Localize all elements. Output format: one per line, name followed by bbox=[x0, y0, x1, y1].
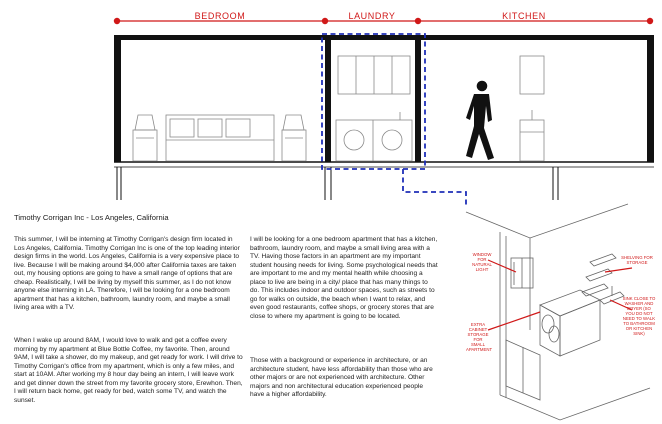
callout-sink: SINK CLOSE TO WASHER AND DRYER (SO YOU DO NOT NEED TO WALK TO BATHROOM OR KITCHEN SINK) bbox=[622, 296, 656, 336]
building-section bbox=[114, 35, 654, 200]
person-silhouette bbox=[466, 81, 494, 160]
laundry-leader bbox=[322, 34, 466, 205]
room-label-kitchen: KITCHEN bbox=[502, 11, 546, 21]
callout-cabinet: EXTRA CABINET STORAGE FOR SMALL APARTMENT bbox=[466, 322, 493, 352]
callout-shelving: SHELVING FOR STORAGE bbox=[621, 255, 653, 265]
paragraph-3: I will be looking for a one bedroom apartment that has a kitchen, bathroom, laundry room, and maybe a small living area with a TV. Having those factors in an apartment are my important student housing needs for living. Some psychological needs that are important to me and my mental health while choosing a place to live are being in a city/ place that has many things to do. This includes indoor and outdoor spaces, such as streets to go for walks on outside, the beach when I want to relax, and even good restaurants, coffee shops, or grocery stores that are close to where my apartment is going to be located. bbox=[250, 236, 438, 320]
paragraph-4: Those with a background or experience in architecture, or an architecture student, have less affordability than those who are other majors or are not experienced with architecture. Other majors and non architectural education experienced people have a higher affordability. bbox=[250, 357, 433, 399]
bedroom-furniture bbox=[133, 115, 306, 161]
room-label-bedroom: BEDROOM bbox=[194, 11, 246, 21]
paragraph-1: This summer, I will be interning at Timothy Corrigan's design firm located in Los Angeles, California. Timothy Corrigan Inc is one of the top leading interior design firms in the world. Los Angeles, California is a very expensive place to live. Because I will be making around $4,000 after California taxes are taken out, my housing options are going to have a small range of options that are cheap. Realistically, I will be living by myself this summer, as I do not know anyone else interning in LA. Therefore, I will be looking for a one bedroom apartment that has a kitchen, bathroom, laundry room, and maybe a small living area with a TV. bbox=[14, 236, 240, 312]
room-label-laundry: LAUNDRY bbox=[348, 11, 396, 21]
callout-window: WINDOW FOR NATURAL LIGHT bbox=[472, 252, 492, 272]
page-heading: Timothy Corrigan Inc - Los Angeles, California bbox=[14, 213, 169, 222]
paragraph-2: When I wake up around 8AM, I would love to walk and get a coffee every morning by my apartment at Blue Bottle Coffee, my favorite. Then, around 9AM, I will take a shower, do my makeup, and get ready for work. I will drive to Timothy Corrigan's office from my apartment, which is only a few miles, and start at 10AM. After working my 8 hour day being an intern, I will leave work and get dinner down the street from my favorite grocery store, Erewhon. Then, I will return back home, get ready for bed, watch some TV, and watch the sunset. bbox=[14, 337, 243, 404]
kitchen-furniture bbox=[520, 56, 544, 161]
laundry-room bbox=[336, 56, 412, 161]
